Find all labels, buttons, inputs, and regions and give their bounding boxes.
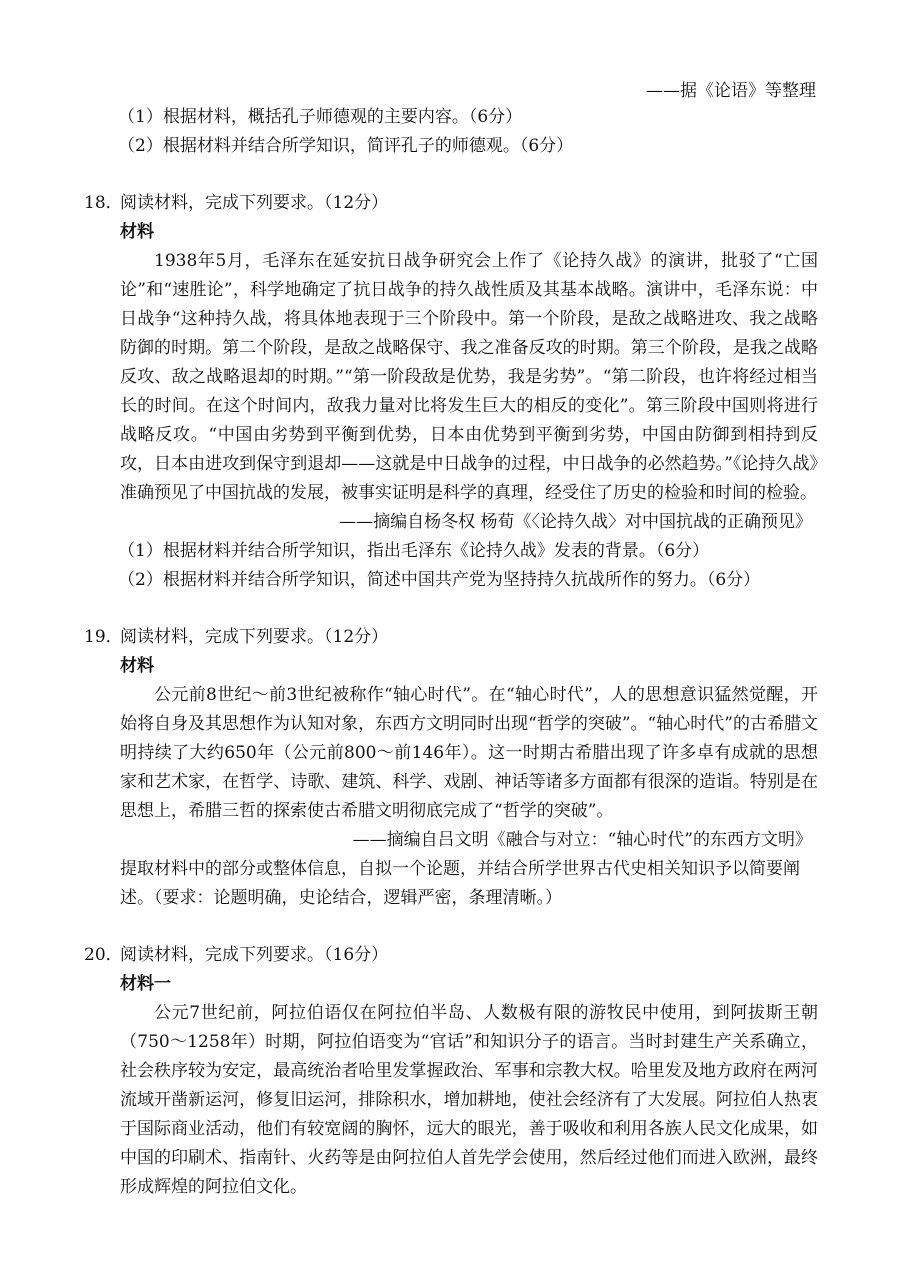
- q17-sub-question-1: （1）根据材料，概括孔子师德观的主要内容。（6分）: [118, 107, 523, 127]
- q18-stem: 阅读材料，完成下列要求。（12分）: [120, 193, 389, 213]
- q18-material-paragraph: 1938年5月，毛泽东在延安抗日战争研究会上作了《论持久战》的演讲，批驳了“亡国论”和“速胜论”，科学地确定了抗日战争的持久战性质及其基本战略。演讲中，毛泽东说：中日战争“这种持久战，将具体地表现于三个阶段中。第一个阶段，是敌之战略进攻、我之战略防御的时期。第二个阶段，是敌之战略保守、我之准备反攻的时期。第三个阶段，是我之战略反攻、敌之战略退却的时期。”“第一阶段敌是优势，我是劣势”。“第二阶段，也许将经过相当长的时间。在这个时间内，敌我力量对比将发生巨大的相反的变化”。第三阶段中国则将进行战略反攻。“中国由劣势到平衡到优势，日本由优势到平衡到劣势，中国由防御到相持到反攻，日本由进攻到保守到退却——这就是中日战争的过程，中日战争的必然趋势。”《论持久战》准确预见了中国抗战的发展，被事实证明是科学的真理，经受住了历史的检验和时间的检验。: [120, 251, 818, 503]
- q19-material-source: ——摘编自吕文明《融合与对立：“轴心时代”的东西方文明》: [352, 830, 812, 850]
- q20-header: [84, 941, 822, 970]
- q19-task: 提取材料中的部分或整体信息，自拟一个论题，并结合所学世界古代史相关知识予以简要阐述。（要求：论题明确，史论结合，逻辑严密，条理清晰。）: [120, 859, 800, 908]
- q19-material-label: 材料: [120, 656, 154, 676]
- q18-number: 18．: [84, 193, 123, 213]
- q19-material-paragraph: 公元前8世纪～前3世纪被称作“轴心时代”。在“轴心时代”，人的思想意识猛然觉醒，开始将自身及其思想作为认知对象，东西方文明同时出现“哲学的突破”。“轴心时代”的古希腊文明持续了大约650年（公元前800～前146年）。这一时期古希腊出现了许多卓有成就的思想家和艺术家，在哲学、诗歌、建筑、科学、戏剧、神话等诸多方面都有很深的造诣。特别是在思想上，希腊三哲的探索使古希腊文明彻底完成了“哲学的突破”。: [120, 685, 818, 821]
- q19-number: 19．: [84, 627, 123, 647]
- q20-material-label: 材料一: [120, 974, 171, 994]
- q19-stem: 阅读材料，完成下列要求。（12分）: [120, 627, 389, 647]
- q18-sub-question-1: （1）根据材料并结合所学知识，指出毛泽东《论持久战》发表的背景。（6分）: [118, 541, 710, 561]
- q19-header: [84, 623, 822, 652]
- q20-material-paragraph: 公元7世纪前，阿拉伯语仅在阿拉伯半岛、人数极有限的游牧民中使用，到阿拔斯王朝（750～1258年）时期，阿拉伯语变为“官话”和知识分子的语言。当时封建生产关系确立，社会秩序较为安定，最高统治者哈里发掌握政治、军事和宗教大权。哈里发及地方政府在两河流域开凿新运河，修复旧运河，排除积水，增加耕地，使社会经济有了大发展。阿拉伯人热衷于国际商业活动，他们有较宽阔的胸怀，远大的眼光，善于吸收和利用各族人民文化成果，如中国的印刷术、指南针、火药等是由阿拉伯人首先学会使用，然后经过他们而进入欧洲，最终形成辉煌的阿拉伯文化。: [120, 1003, 818, 1197]
- q18-material-label: 材料: [120, 222, 154, 242]
- q20-number: 20．: [84, 945, 123, 965]
- q18-sub-question-2: （2）根据材料并结合所学知识，简述中国共产党为坚持持久抗战所作的努力。（6分）: [118, 570, 761, 590]
- q18-header: [84, 189, 822, 218]
- q18-material-source: ——摘编自杨冬权 杨荀《〈论持久战〉对中国抗战的正确预见》: [339, 512, 812, 532]
- q17-material-source: ——据《论语》等整理: [646, 81, 816, 101]
- q20-stem: 阅读材料，完成下列要求。（16分）: [120, 945, 389, 965]
- q17-sub-question-2: （2）根据材料并结合所学知识，简评孔子的师德观。（6分）: [118, 136, 574, 156]
